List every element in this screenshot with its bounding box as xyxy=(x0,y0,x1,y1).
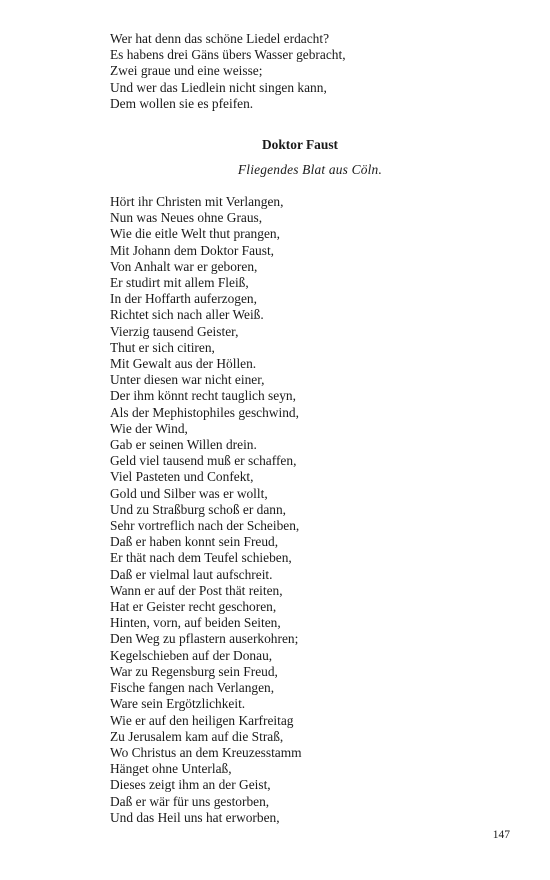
verse-line: Daß er wär für uns gestorben, xyxy=(110,793,270,809)
verse-line: Unter diesen war nicht einer, xyxy=(110,372,265,388)
verse-line: Dem wollen sie es pfeifen. xyxy=(110,95,254,111)
verse-line: Wer hat denn das schöne Liedel erdacht? xyxy=(110,31,330,46)
verse-line: Hinten, vorn, auf beiden Seiten, xyxy=(110,615,281,631)
verse-line: Vierzig tausend Geister, xyxy=(110,323,239,339)
verse-line: Ware sein Ergötzlichkeit. xyxy=(110,696,246,712)
verse-line: Dieses zeigt ihm an der Geist, xyxy=(110,777,271,793)
verse-line: Und das Heil uns hat erworben, xyxy=(110,809,280,825)
page-number: 147 xyxy=(492,829,510,841)
verse-line: Er studirt mit allem Fleiß, xyxy=(110,275,249,291)
verse-line: Hört ihr Christen mit Verlangen, xyxy=(110,194,284,209)
verse-line: Zu Jerusalem kam auf die Straß, xyxy=(110,728,284,744)
verse-line: Wo Christus an dem Kreuzesstamm xyxy=(110,744,302,760)
verse-line: Gold und Silber was er wollt, xyxy=(110,485,268,501)
verse-line: Richtet sich nach aller Weiß. xyxy=(110,307,264,323)
verse-line: Wie die eitle Welt thut prangen, xyxy=(110,226,280,242)
verse-line: Sehr vortreflich nach der Scheiben, xyxy=(110,518,300,534)
verse-line: Fische fangen nach Verlangen, xyxy=(110,680,275,696)
verse-line: Der ihm könnt recht tauglich seyn, xyxy=(110,388,296,404)
verse-line: Gab er seinen Willen drein. xyxy=(110,437,257,453)
verse-line: Wie der Wind, xyxy=(110,420,188,436)
verse-line: Den Weg zu pflastern auserkohren; xyxy=(110,631,299,647)
verse-line: Viel Pasteten und Confekt, xyxy=(110,469,254,485)
verse-line: Thut er sich citiren, xyxy=(110,339,215,355)
verse-line: Geld viel tausend muß er schaffen, xyxy=(110,453,297,469)
poem-title: Doktor Faust xyxy=(261,137,338,152)
verse-line: Zwei graue und eine weisse; xyxy=(110,63,263,79)
verse-line: Wie er auf den heiligen Karfreitag xyxy=(110,712,294,728)
verse-line: Kegelschieben auf der Donau, xyxy=(110,647,273,663)
poem-body xyxy=(110,194,302,826)
verse-line: War zu Regensburg sein Freud, xyxy=(110,663,278,679)
verse-line: Mit Johann dem Doktor Faust, xyxy=(110,242,275,258)
verse-line: Als der Mephistophiles geschwind, xyxy=(110,404,299,420)
verse-line: Es habens drei Gäns übers Wasser gebracht, xyxy=(110,47,346,63)
verse-line: Hat er Geister recht geschoren, xyxy=(110,599,277,615)
poem-subtitle: Fliegendes Blat aus Cöln. xyxy=(237,162,382,177)
verse-line: Daß er haben konnt sein Freud, xyxy=(110,534,279,550)
verse-line: Er thät nach dem Teufel schieben, xyxy=(110,550,292,566)
verse-line: Wann er auf der Post thät reiten, xyxy=(110,582,283,598)
verse-line: Nun was Neues ohne Graus, xyxy=(110,210,263,226)
verse-line: Von Anhalt war er geboren, xyxy=(110,258,258,274)
intro-stanza xyxy=(110,31,346,112)
verse-line: Und wer das Liedlein nicht singen kann, xyxy=(110,79,327,95)
verse-line: Mit Gewalt aus der Höllen. xyxy=(110,356,257,372)
verse-line: Daß er vielmal laut aufschreit. xyxy=(110,566,273,582)
verse-line: Hänget ohne Unterlaß, xyxy=(110,761,232,777)
verse-line: In der Hoffarth auferzogen, xyxy=(110,291,257,307)
verse-line: Und zu Straßburg schoß er dann, xyxy=(110,501,287,517)
